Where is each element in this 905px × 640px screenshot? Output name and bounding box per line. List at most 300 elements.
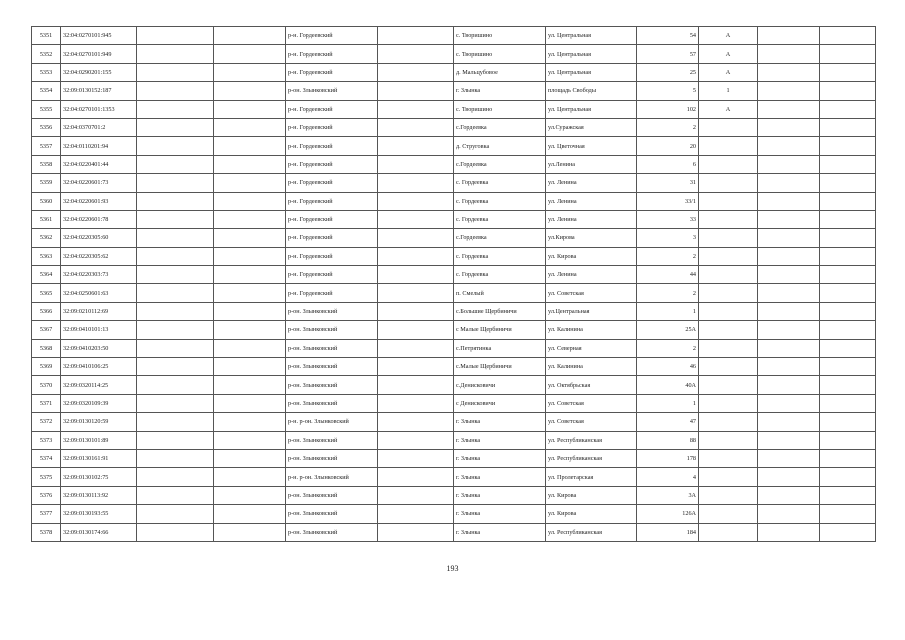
house-letter-cell bbox=[699, 413, 758, 431]
table-row bbox=[32, 174, 876, 192]
empty-cell bbox=[214, 229, 286, 247]
empty-cell bbox=[378, 486, 454, 504]
house-letter-cell bbox=[699, 192, 758, 210]
street-cell: ул. Северная bbox=[546, 339, 637, 357]
empty-cell bbox=[137, 63, 214, 81]
locality-cell: с.Большие Щербиничи bbox=[454, 302, 546, 320]
street-cell: площадь Свободы bbox=[546, 82, 637, 100]
locality-cell: с. Гордеевка bbox=[454, 266, 546, 284]
cadastral-number-cell: 32:04:0220303:73 bbox=[61, 266, 137, 284]
house-letter-cell bbox=[699, 266, 758, 284]
empty-cell bbox=[137, 137, 214, 155]
row-number-cell: 5357 bbox=[32, 137, 61, 155]
house-letter-cell bbox=[699, 468, 758, 486]
district-cell: р-н. Гордеевский bbox=[286, 229, 378, 247]
empty-cell bbox=[137, 376, 214, 394]
empty-cell bbox=[820, 413, 876, 431]
row-number-cell: 5373 bbox=[32, 431, 61, 449]
row-number-cell: 5367 bbox=[32, 321, 61, 339]
row-number-cell: 5376 bbox=[32, 486, 61, 504]
empty-cell bbox=[820, 137, 876, 155]
table-row bbox=[32, 100, 876, 118]
table-row bbox=[32, 192, 876, 210]
empty-cell bbox=[214, 82, 286, 100]
street-cell: ул. Кирова bbox=[546, 486, 637, 504]
house-letter-cell bbox=[699, 137, 758, 155]
empty-cell bbox=[820, 229, 876, 247]
empty-cell bbox=[758, 376, 820, 394]
row-number-cell: 5378 bbox=[32, 523, 61, 541]
empty-cell bbox=[137, 118, 214, 136]
empty-cell bbox=[137, 229, 214, 247]
empty-cell bbox=[758, 174, 820, 192]
cadastral-number-cell: 32:09:0410101:13 bbox=[61, 321, 137, 339]
district-cell: р-н. Гордеевский bbox=[286, 118, 378, 136]
house-number-cell: 57 bbox=[637, 45, 699, 63]
row-number-cell: 5375 bbox=[32, 468, 61, 486]
street-cell: ул. Цветочная bbox=[546, 137, 637, 155]
district-cell: р-н. Гордеевский bbox=[286, 266, 378, 284]
empty-cell bbox=[820, 118, 876, 136]
row-number-cell: 5372 bbox=[32, 413, 61, 431]
row-number-cell: 5364 bbox=[32, 266, 61, 284]
house-number-cell: 25 bbox=[637, 63, 699, 81]
locality-cell: г. Злынка bbox=[454, 413, 546, 431]
district-cell: р-н. Гордеевский bbox=[286, 210, 378, 228]
district-cell: р-н. Гордеевский bbox=[286, 174, 378, 192]
row-number-cell: 5363 bbox=[32, 247, 61, 265]
empty-cell bbox=[137, 321, 214, 339]
table-row bbox=[32, 247, 876, 265]
empty-cell bbox=[758, 321, 820, 339]
house-number-cell: 178 bbox=[637, 449, 699, 467]
empty-cell bbox=[378, 284, 454, 302]
cadastral-number-cell: 32:04:0220401:44 bbox=[61, 155, 137, 173]
house-letter-cell bbox=[699, 118, 758, 136]
empty-cell bbox=[758, 339, 820, 357]
street-cell: ул. Ленина bbox=[546, 174, 637, 192]
empty-cell bbox=[820, 63, 876, 81]
cadastral-number-cell: 32:09:0320114:25 bbox=[61, 376, 137, 394]
district-cell: р-н. Гордеевский bbox=[286, 192, 378, 210]
empty-cell bbox=[378, 137, 454, 155]
empty-cell bbox=[820, 210, 876, 228]
table-row bbox=[32, 358, 876, 376]
row-number-cell: 5370 bbox=[32, 376, 61, 394]
house-letter-cell bbox=[699, 431, 758, 449]
street-cell: ул. Республиканская bbox=[546, 523, 637, 541]
empty-cell bbox=[820, 302, 876, 320]
house-number-cell: 40А bbox=[637, 376, 699, 394]
empty-cell bbox=[820, 155, 876, 173]
district-cell: р-н. Гордеевский bbox=[286, 100, 378, 118]
row-number-cell: 5360 bbox=[32, 192, 61, 210]
house-letter-cell bbox=[699, 358, 758, 376]
house-number-cell: 46 bbox=[637, 358, 699, 376]
street-cell: ул.Суражская bbox=[546, 118, 637, 136]
row-number-cell: 5352 bbox=[32, 45, 61, 63]
locality-cell: с.Денисковичи bbox=[454, 376, 546, 394]
row-number-cell: 5354 bbox=[32, 82, 61, 100]
house-letter-cell bbox=[699, 486, 758, 504]
empty-cell bbox=[378, 321, 454, 339]
empty-cell bbox=[378, 155, 454, 173]
district-cell: р-н. Гордеевский bbox=[286, 45, 378, 63]
empty-cell bbox=[214, 376, 286, 394]
empty-cell bbox=[758, 302, 820, 320]
cadastral-number-cell: 32:04:0220305:60 bbox=[61, 229, 137, 247]
district-cell: р-он. Злынковский bbox=[286, 339, 378, 357]
district-cell: р-н. р-он. Злынковский bbox=[286, 413, 378, 431]
district-cell: р-он. Злынковский bbox=[286, 302, 378, 320]
district-cell: р-н. Гордеевский bbox=[286, 284, 378, 302]
empty-cell bbox=[214, 266, 286, 284]
empty-cell bbox=[820, 376, 876, 394]
locality-cell: с.Гордеевка bbox=[454, 229, 546, 247]
empty-cell bbox=[137, 394, 214, 412]
street-cell: ул. Республиканская bbox=[546, 449, 637, 467]
house-number-cell: 126А bbox=[637, 505, 699, 523]
empty-cell bbox=[378, 247, 454, 265]
page-number: 193 bbox=[446, 564, 459, 573]
house-letter-cell bbox=[699, 523, 758, 541]
empty-cell bbox=[378, 505, 454, 523]
empty-cell bbox=[758, 284, 820, 302]
empty-cell bbox=[378, 376, 454, 394]
empty-cell bbox=[378, 174, 454, 192]
table-row bbox=[32, 118, 876, 136]
empty-cell bbox=[820, 339, 876, 357]
cadastral-number-cell: 32:04:0220305:62 bbox=[61, 247, 137, 265]
empty-cell bbox=[820, 486, 876, 504]
empty-cell bbox=[214, 449, 286, 467]
empty-cell bbox=[758, 155, 820, 173]
house-letter-cell bbox=[699, 229, 758, 247]
empty-cell bbox=[378, 229, 454, 247]
house-number-cell: 102 bbox=[637, 100, 699, 118]
house-number-cell: 6 bbox=[637, 155, 699, 173]
house-number-cell: 4 bbox=[637, 468, 699, 486]
locality-cell: г. Злынка bbox=[454, 82, 546, 100]
empty-cell bbox=[378, 431, 454, 449]
locality-cell: г. Злынка bbox=[454, 486, 546, 504]
empty-cell bbox=[758, 358, 820, 376]
empty-cell bbox=[758, 486, 820, 504]
empty-cell bbox=[758, 394, 820, 412]
house-number-cell: 184 bbox=[637, 523, 699, 541]
house-number-cell: 2 bbox=[637, 118, 699, 136]
locality-cell: с. Гордеевка bbox=[454, 210, 546, 228]
locality-cell: г. Злынка bbox=[454, 449, 546, 467]
street-cell: ул. Пролетарская bbox=[546, 468, 637, 486]
empty-cell bbox=[820, 100, 876, 118]
empty-cell bbox=[758, 192, 820, 210]
registry-table-body bbox=[32, 27, 876, 542]
district-cell: р-н. Гордеевский bbox=[286, 155, 378, 173]
empty-cell bbox=[214, 118, 286, 136]
empty-cell bbox=[758, 449, 820, 467]
empty-cell bbox=[378, 302, 454, 320]
cadastral-number-cell: 32:04:0270101:1353 bbox=[61, 100, 137, 118]
empty-cell bbox=[820, 468, 876, 486]
empty-cell bbox=[378, 339, 454, 357]
locality-cell: с.Гордеевка bbox=[454, 118, 546, 136]
house-letter-cell bbox=[699, 449, 758, 467]
empty-cell bbox=[378, 449, 454, 467]
empty-cell bbox=[214, 210, 286, 228]
empty-cell bbox=[820, 358, 876, 376]
empty-cell bbox=[137, 27, 214, 45]
house-letter-cell: А bbox=[699, 27, 758, 45]
empty-cell bbox=[214, 100, 286, 118]
cadastral-number-cell: 32:09:0130102:75 bbox=[61, 468, 137, 486]
cadastral-number-cell: 32:09:0130101:89 bbox=[61, 431, 137, 449]
house-number-cell: 2 bbox=[637, 247, 699, 265]
district-cell: р-он. Злынковский bbox=[286, 321, 378, 339]
cadastral-number-cell: 32:09:0130152:187 bbox=[61, 82, 137, 100]
cadastral-number-cell: 32:04:0270101:949 bbox=[61, 45, 137, 63]
empty-cell bbox=[758, 45, 820, 63]
locality-cell: с. Творишино bbox=[454, 45, 546, 63]
locality-cell: с. Гордеевка bbox=[454, 247, 546, 265]
table-row bbox=[32, 413, 876, 431]
empty-cell bbox=[758, 468, 820, 486]
empty-cell bbox=[378, 118, 454, 136]
table-row bbox=[32, 229, 876, 247]
empty-cell bbox=[137, 523, 214, 541]
row-number-cell: 5351 bbox=[32, 27, 61, 45]
empty-cell bbox=[378, 468, 454, 486]
cadastral-number-cell: 32:04:0110201:94 bbox=[61, 137, 137, 155]
row-number-cell: 5355 bbox=[32, 100, 61, 118]
empty-cell bbox=[378, 210, 454, 228]
empty-cell bbox=[820, 192, 876, 210]
locality-cell: с Малые Щербиничи bbox=[454, 321, 546, 339]
empty-cell bbox=[137, 174, 214, 192]
street-cell: ул.Кирова bbox=[546, 229, 637, 247]
empty-cell bbox=[758, 63, 820, 81]
district-cell: р-он. Злынковский bbox=[286, 449, 378, 467]
empty-cell bbox=[137, 413, 214, 431]
empty-cell bbox=[214, 321, 286, 339]
table-row bbox=[32, 284, 876, 302]
row-number-cell: 5377 bbox=[32, 505, 61, 523]
row-number-cell: 5368 bbox=[32, 339, 61, 357]
table-row bbox=[32, 63, 876, 81]
street-cell: ул. Центральная bbox=[546, 27, 637, 45]
locality-cell: с.Малые Щербиничи bbox=[454, 358, 546, 376]
empty-cell bbox=[214, 358, 286, 376]
cadastral-number-cell: 32:04:0220601:93 bbox=[61, 192, 137, 210]
street-cell: ул. Центральная bbox=[546, 100, 637, 118]
locality-cell: с.Гордеевка bbox=[454, 155, 546, 173]
table-row bbox=[32, 27, 876, 45]
cadastral-number-cell: 32:04:0250601:63 bbox=[61, 284, 137, 302]
empty-cell bbox=[820, 394, 876, 412]
table-row bbox=[32, 45, 876, 63]
empty-cell bbox=[820, 82, 876, 100]
house-number-cell: 3А bbox=[637, 486, 699, 504]
row-number-cell: 5358 bbox=[32, 155, 61, 173]
empty-cell bbox=[137, 505, 214, 523]
empty-cell bbox=[214, 394, 286, 412]
empty-cell bbox=[214, 137, 286, 155]
district-cell: р-он. Злынковский bbox=[286, 431, 378, 449]
street-cell: ул. Кирова bbox=[546, 505, 637, 523]
street-cell: ул. Октябрьская bbox=[546, 376, 637, 394]
house-letter-cell: А bbox=[699, 100, 758, 118]
empty-cell bbox=[214, 155, 286, 173]
empty-cell bbox=[378, 63, 454, 81]
house-letter-cell bbox=[699, 376, 758, 394]
cadastral-number-cell: 32:04:0290201:155 bbox=[61, 63, 137, 81]
house-number-cell: 33 bbox=[637, 210, 699, 228]
cadastral-number-cell: 32:04:0220601:78 bbox=[61, 210, 137, 228]
house-letter-cell bbox=[699, 247, 758, 265]
empty-cell bbox=[137, 431, 214, 449]
row-number-cell: 5359 bbox=[32, 174, 61, 192]
street-cell: ул. Калинина bbox=[546, 321, 637, 339]
empty-cell bbox=[758, 137, 820, 155]
empty-cell bbox=[214, 486, 286, 504]
cadastral-number-cell: 32:09:0410203:50 bbox=[61, 339, 137, 357]
cadastral-number-cell: 32:04:0270101:945 bbox=[61, 27, 137, 45]
empty-cell bbox=[214, 523, 286, 541]
house-number-cell: 1 bbox=[637, 394, 699, 412]
empty-cell bbox=[214, 174, 286, 192]
empty-cell bbox=[820, 505, 876, 523]
house-number-cell: 3 bbox=[637, 229, 699, 247]
house-number-cell: 47 bbox=[637, 413, 699, 431]
district-cell: р-он. Злынковский bbox=[286, 523, 378, 541]
locality-cell: с.Петрятинка bbox=[454, 339, 546, 357]
house-letter-cell bbox=[699, 505, 758, 523]
empty-cell bbox=[137, 266, 214, 284]
house-letter-cell: А bbox=[699, 63, 758, 81]
empty-cell bbox=[820, 284, 876, 302]
empty-cell bbox=[758, 523, 820, 541]
locality-cell: с. Творишино bbox=[454, 100, 546, 118]
empty-cell bbox=[214, 413, 286, 431]
table-row bbox=[32, 486, 876, 504]
district-cell: р-н. Гордеевский bbox=[286, 247, 378, 265]
empty-cell bbox=[378, 394, 454, 412]
empty-cell bbox=[137, 100, 214, 118]
empty-cell bbox=[378, 358, 454, 376]
table-row bbox=[32, 394, 876, 412]
empty-cell bbox=[214, 63, 286, 81]
empty-cell bbox=[378, 192, 454, 210]
district-cell: р-он. Злынковский bbox=[286, 486, 378, 504]
empty-cell bbox=[137, 45, 214, 63]
house-number-cell: 20 bbox=[637, 137, 699, 155]
table-row bbox=[32, 210, 876, 228]
house-letter-cell bbox=[699, 302, 758, 320]
empty-cell bbox=[758, 413, 820, 431]
house-letter-cell bbox=[699, 174, 758, 192]
empty-cell bbox=[378, 27, 454, 45]
row-number-cell: 5353 bbox=[32, 63, 61, 81]
table-row bbox=[32, 523, 876, 541]
empty-cell bbox=[137, 486, 214, 504]
street-cell: ул. Центральная bbox=[546, 63, 637, 81]
house-number-cell: 44 bbox=[637, 266, 699, 284]
empty-cell bbox=[137, 468, 214, 486]
house-letter-cell bbox=[699, 210, 758, 228]
empty-cell bbox=[378, 266, 454, 284]
house-letter-cell bbox=[699, 339, 758, 357]
row-number-cell: 5356 bbox=[32, 118, 61, 136]
empty-cell bbox=[758, 266, 820, 284]
empty-cell bbox=[378, 82, 454, 100]
empty-cell bbox=[820, 266, 876, 284]
street-cell: ул. Ленина bbox=[546, 210, 637, 228]
street-cell: ул. Советская bbox=[546, 413, 637, 431]
cadastral-number-cell: 32:09:0210112:69 bbox=[61, 302, 137, 320]
empty-cell bbox=[758, 100, 820, 118]
empty-cell bbox=[758, 118, 820, 136]
house-number-cell: 1 bbox=[637, 302, 699, 320]
empty-cell bbox=[214, 45, 286, 63]
table-row bbox=[32, 376, 876, 394]
district-cell: р-н. Гордеевский bbox=[286, 27, 378, 45]
empty-cell bbox=[137, 302, 214, 320]
table-row bbox=[32, 449, 876, 467]
empty-cell bbox=[137, 358, 214, 376]
empty-cell bbox=[137, 192, 214, 210]
locality-cell: с. Гордеевка bbox=[454, 174, 546, 192]
district-cell: р-он. Злынковский bbox=[286, 394, 378, 412]
empty-cell bbox=[820, 431, 876, 449]
empty-cell bbox=[214, 27, 286, 45]
cadastral-number-cell: 32:09:0130161:91 bbox=[61, 449, 137, 467]
locality-cell: д. Мальцубовое bbox=[454, 63, 546, 81]
row-number-cell: 5369 bbox=[32, 358, 61, 376]
empty-cell bbox=[820, 174, 876, 192]
locality-cell: с Денисковичи bbox=[454, 394, 546, 412]
locality-cell: г. Злынка bbox=[454, 431, 546, 449]
table-row bbox=[32, 339, 876, 357]
empty-cell bbox=[758, 210, 820, 228]
house-number-cell: 2 bbox=[637, 339, 699, 357]
empty-cell bbox=[214, 192, 286, 210]
house-letter-cell bbox=[699, 155, 758, 173]
table-row bbox=[32, 468, 876, 486]
house-letter-cell: А bbox=[699, 45, 758, 63]
district-cell: р-н. Гордеевский bbox=[286, 137, 378, 155]
table-row bbox=[32, 266, 876, 284]
district-cell: р-он. Злынковский bbox=[286, 82, 378, 100]
empty-cell bbox=[758, 229, 820, 247]
row-number-cell: 5361 bbox=[32, 210, 61, 228]
street-cell: ул. Кирова bbox=[546, 247, 637, 265]
empty-cell bbox=[137, 210, 214, 228]
row-number-cell: 5366 bbox=[32, 302, 61, 320]
empty-cell bbox=[820, 449, 876, 467]
house-number-cell: 31 bbox=[637, 174, 699, 192]
locality-cell: п. Смелый bbox=[454, 284, 546, 302]
house-number-cell: 2 bbox=[637, 284, 699, 302]
empty-cell bbox=[820, 27, 876, 45]
table-row bbox=[32, 302, 876, 320]
house-letter-cell: 1 bbox=[699, 82, 758, 100]
locality-cell: д. Струговка bbox=[454, 137, 546, 155]
empty-cell bbox=[214, 302, 286, 320]
cadastral-number-cell: 32:09:0320109:39 bbox=[61, 394, 137, 412]
row-number-cell: 5362 bbox=[32, 229, 61, 247]
empty-cell bbox=[758, 505, 820, 523]
cadastral-number-cell: 32:09:0410106:25 bbox=[61, 358, 137, 376]
